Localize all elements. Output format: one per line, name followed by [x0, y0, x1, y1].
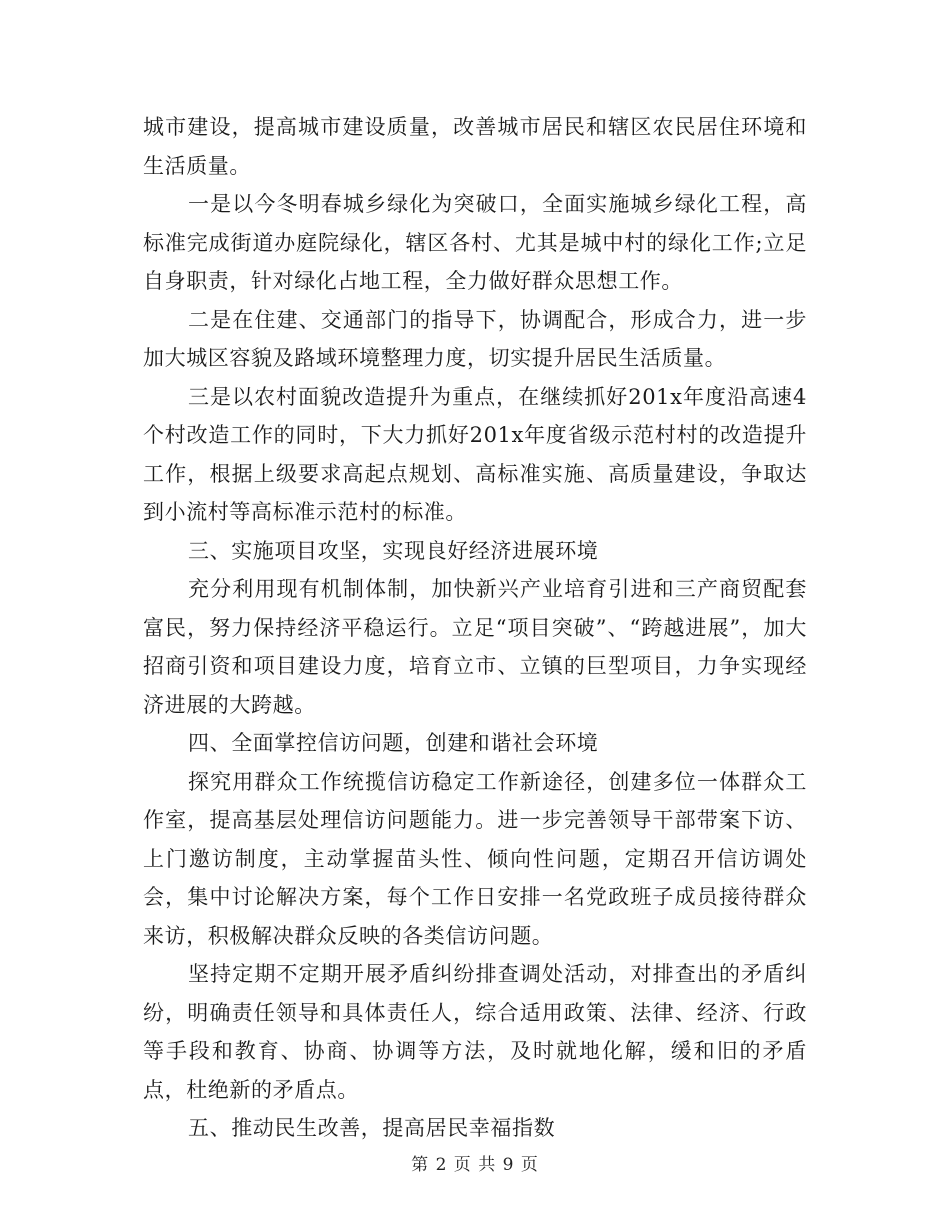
paragraph-2: 一是以今冬明春城乡绿化为突破口，全面实施城乡绿化工程，高标准完成街道办庭院绿化，辖区各村、尤其是城中村的绿化工作;立足自身职责，针对绿化占地工程，全力做好群众思想工作。: [143, 192, 807, 293]
paragraph-6: 探究用群众工作统揽信访稳定工作新途径，创建多位一体群众工作室，提高基层处理信访问题能力。进一步完善领导干部带案下访、上门邀访制度，主动掌握苗头性、倾向性问题，定期召开信访调处会，集中讨论解决方案，每个工作日安排一名党政班子成员接待群众来访，积极解决群众反映的各类信访问题。: [143, 769, 807, 948]
section-heading-3: 三、实施项目攻坚，实现良好经济进展环境: [188, 538, 599, 563]
page-number: 第 2 页 共 9 页: [411, 1155, 539, 1175]
page-footer: [0, 1150, 950, 1175]
paragraph-7: 坚持定期不定期开展矛盾纠纷排查调处活动，对排查出的矛盾纠纷，明确责任领导和具体责任人，综合适用政策、法律、经济、行政等手段和教育、协商、协调等方法，及时就地化解，缓和旧的矛盾点，杜绝新的矛盾点。: [143, 962, 807, 1102]
document-body: [143, 108, 807, 1148]
paragraph-3: 二是在住建、交通部门的指导下，协调配合，形成合力，进一步加大城区容貌及路域环境整理力度，切实提升居民生活质量。: [143, 307, 807, 370]
paragraph-1: 城市建设，提高城市建设质量，改善城市居民和辖区农民居住环境和生活质量。: [143, 115, 807, 178]
section-heading-5: 五、推动民生改善，提高居民幸福指数: [188, 1116, 556, 1140]
section-heading-4: 四、全面掌控信访问题，创建和谐社会环境: [188, 731, 599, 755]
paragraph-4: 三是以农村面貌改造提升为重点，在继续抓好201x年度沿高速4个村改造工作的同时，下大力抓好201x年度省级示范村村的改造提升工作，根据上级要求高起点规划、高标准实施、高质量建设，争取达到小流村等高标准示范村的标准。: [143, 384, 807, 524]
paragraph-5: 充分利用现有机制体制，加快新兴产业培育引进和三产商贸配套富民，努力保持经济平稳运行。立足“项目突破”、“跨越进展”，加大招商引资和项目建设力度，培育立市、立镇的巨型项目，力争实现经济进展的大跨越。: [143, 577, 807, 717]
